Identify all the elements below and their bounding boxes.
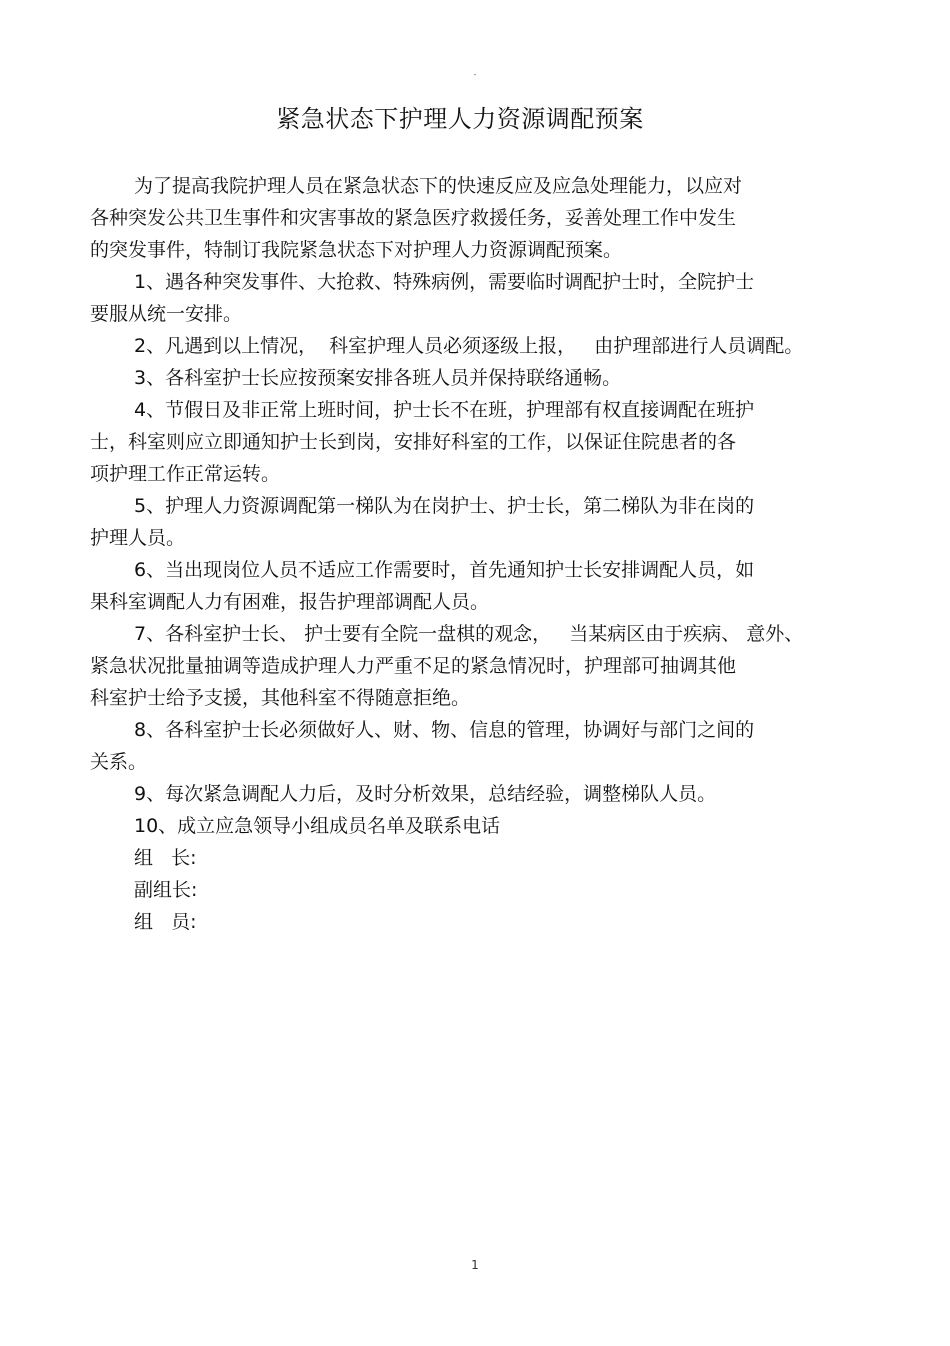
item-10-line: 10、成立应急领导小组成员名单及联系电话 (134, 815, 501, 837)
team-member-field: 组 员: (134, 911, 197, 933)
item-4-line: 4、节假日及非正常上班时间，护士长不在班，护理部有权直接调配在班护 (134, 399, 755, 421)
item-2-line: 2、凡遇到以上情况， 科室护理人员必须逐级上报， 由护理部进行人员调配。 (134, 335, 804, 357)
item-5-line: 护理人员。 (90, 527, 186, 549)
document-body (90, 170, 880, 938)
page-number: 1 (471, 1258, 479, 1272)
item-4-line: 士，科室则应立即通知护士长到岗，安排好科室的工作，以保证住院患者的各 (90, 431, 737, 453)
item-6-line: 果科室调配人力有困难，报告护理部调配人员。 (90, 591, 490, 613)
item-1-line: 要服从统一安排。 (90, 303, 243, 325)
intro-line: 为了提高我院护理人员在紧急状态下的快速反应及应急处理能力，以应对 (134, 175, 743, 197)
item-7-line: 7、各科室护士长、 护士要有全院一盘棋的观念， 当某病区由于疾病、 意外、 (134, 623, 804, 645)
deputy-leader-field: 副组长: (134, 879, 198, 901)
team-leader-field: 组 长: (134, 847, 197, 869)
item-7-line: 紧急状况批量抽调等造成护理人力严重不足的紧急情况时，护理部可抽调其他 (90, 655, 737, 677)
document-title: 紧急状态下护理人力资源调配预案 (276, 105, 644, 133)
intro-line: 的突发事件，特制订我院紧急状态下对护理人力资源调配预案。 (90, 239, 623, 261)
item-1-line: 1、遇各种突发事件、大抢救、特殊病例，需要临时调配护士时，全院护士 (134, 271, 755, 293)
item-6-line: 6、当出现岗位人员不适应工作需要时，首先通知护士长安排调配人员，如 (134, 559, 755, 581)
item-8-line: 8、各科室护士长必须做好人、财、物、信息的管理，协调好与部门之间的 (134, 719, 755, 741)
intro-line: 各种突发公共卫生事件和灾害事故的紧急医疗救援任务，妥善处理工作中发生 (90, 207, 737, 229)
item-9-line: 9、每次紧急调配人力后，及时分析效果，总结经验，调整梯队人员。 (134, 783, 717, 805)
item-7-line: 科室护士给予支援，其他科室不得随意拒绝。 (90, 687, 471, 709)
item-5-line: 5、护理人力资源调配第一梯队为在岗护士、护士长，第二梯队为非在岗的 (134, 495, 755, 517)
item-3-line: 3、各科室护士长应按预案安排各班人员并保持联络通畅。 (134, 367, 622, 389)
item-8-line: 关系。 (90, 751, 148, 773)
item-4-line: 项护理工作正常运转。 (90, 463, 281, 485)
page-header-mark: - (473, 70, 477, 79)
